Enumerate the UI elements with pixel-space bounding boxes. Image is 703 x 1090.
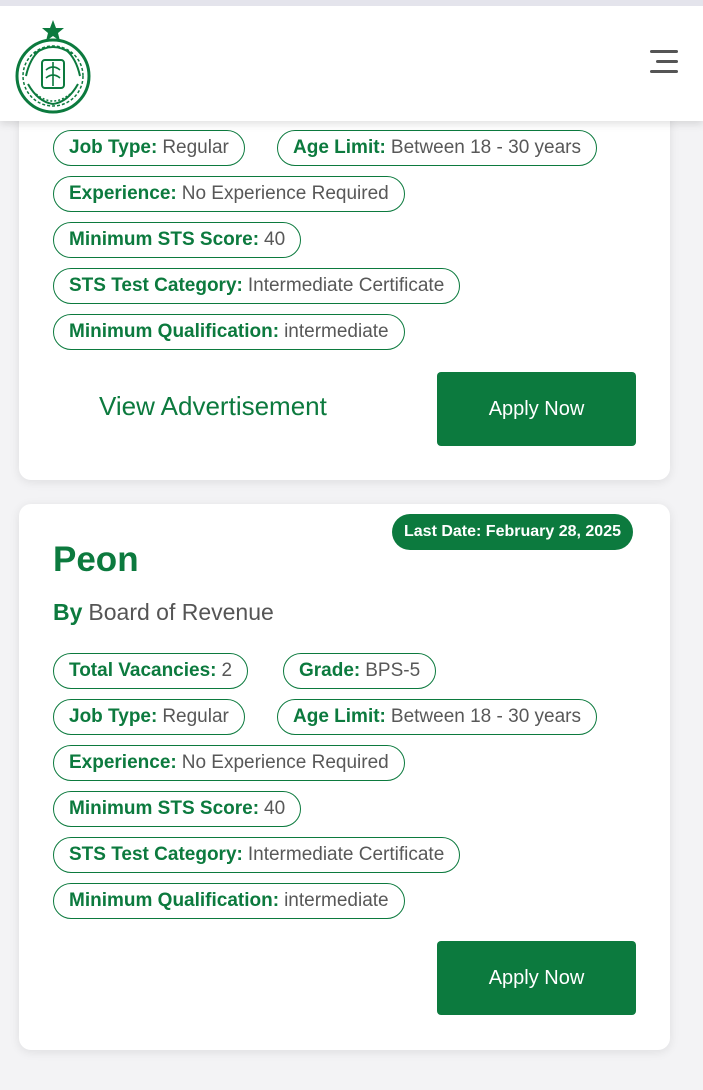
job-title: Peon (53, 540, 139, 579)
detail-min-qualification: Minimum Qualification: intermediate (53, 883, 405, 919)
detail-job-type: Job Type: Regular (53, 699, 245, 735)
detail-min-sts-score: Minimum STS Score: 40 (53, 791, 301, 827)
government-emblem-icon[interactable] (14, 18, 92, 116)
view-advertisement-link[interactable]: View Advertisement (99, 391, 327, 421)
detail-min-sts-score: Minimum STS Score: 40 (53, 222, 301, 258)
detail-experience: Experience: No Experience Required (53, 176, 405, 212)
last-date-badge: Last Date: February 28, 2025 (392, 514, 633, 550)
detail-job-type: Job Type: Regular (53, 130, 245, 166)
detail-min-qualification: Minimum Qualification: intermediate (53, 314, 405, 350)
detail-total-vacancies: Total Vacancies: 2 (53, 653, 248, 689)
detail-sts-test-category: STS Test Category: Intermediate Certificate (53, 268, 460, 304)
hamburger-menu-icon[interactable] (650, 50, 680, 74)
department-name: Board of Revenue (88, 599, 274, 625)
detail-experience: Experience: No Experience Required (53, 745, 405, 781)
job-card (19, 504, 670, 1050)
detail-age-limit: Age Limit: Between 18 - 30 years (277, 699, 597, 735)
department-line: By Board of Revenue (53, 599, 274, 625)
detail-sts-test-category: STS Test Category: Intermediate Certificate (53, 837, 460, 873)
apply-now-button[interactable]: Apply Now (437, 941, 636, 1015)
detail-grade: Grade: BPS-5 (283, 653, 436, 689)
apply-now-button[interactable]: Apply Now (437, 372, 636, 446)
detail-age-limit: Age Limit: Between 18 - 30 years (277, 130, 597, 166)
site-header (0, 0, 703, 121)
